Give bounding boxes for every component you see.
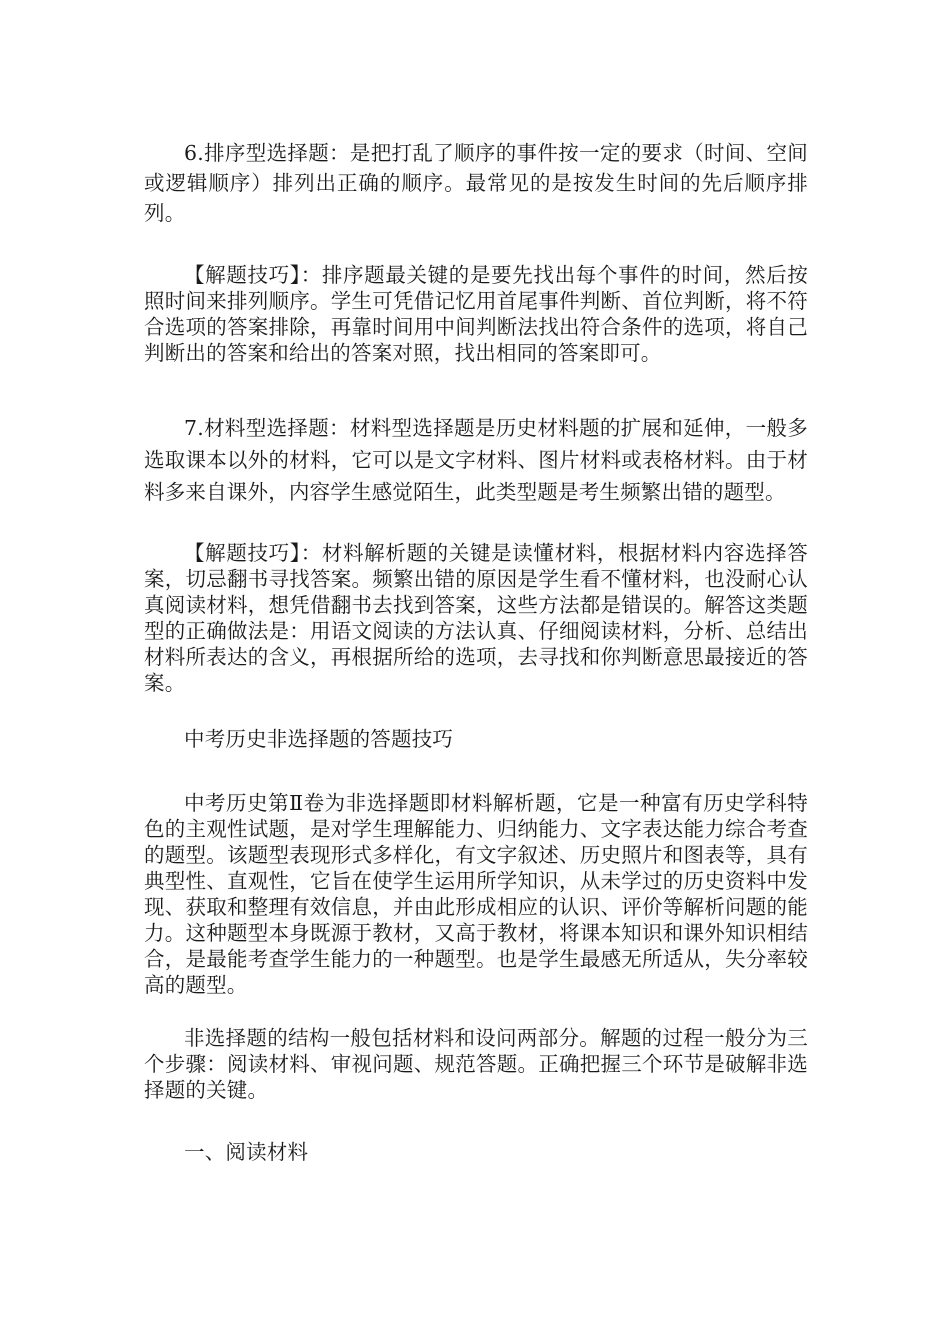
paragraph-material-tips: 【解题技巧】：材料解析题的关键是读懂材料，根据材料内容选择答案，切忌翻书寻找答案。频繁出错的原因是学生看不懂材料，也没耐心认真阅读材料，想凭借翻书去找到答案，这些方法都是错误的。解答这类题型的正确做法是：用语文阅读的方法认真、仔细阅读材料，分析、总结出材料所表达的含义，再根据所给的选项，去寻找和你判断意思最接近的答案。: [144, 541, 808, 695]
paragraph-sorting-tips: 【解题技巧】：排序题最关键的是要先找出每个事件的时间，然后按照时间来排列顺序。学生可凭借记忆用首尾事件判断、首位判断，将不符合选项的答案排除，再靠时间用中间判断法找出符合条件的选项，将自己判断出的答案和给出的答案对照，找出相同的答案即可。: [144, 263, 808, 365]
paragraph-sorting-question: 6.排序型选择题：是把打乱了顺序的事件按一定的要求（时间、空间或逻辑顺序）排列出正确的顺序。最常见的是按发生时间的先后顺序排列。: [144, 141, 808, 225]
paragraph-material-question: 7.材料型选择题：材料型选择题是历史材料题的扩展和延伸，一般多选取课本以外的材料，它可以是文字材料、图片材料或表格材料。由于材料多来自课外，内容学生感觉陌生，此类型题是考生频繁出错的题型。: [144, 416, 808, 504]
paragraph-non-choice-intro: 中考历史第Ⅱ卷为非选择题即材料解析题，它是一种富有历史学科特色的主观性试题，是对学生理解能力、归纳能力、文字表达能力综合考查的题型。该题型表现形式多样化，有文字叙述、历史照片和图表等，具有典型性、直观性，它旨在使学生运用所学知识，从未学过的历史资料中发现、获取和整理有效信息，并由此形成相应的认识、评价等解析问题的能力。这种题型本身既源于教材，又高于教材，将课本知识和课外知识相结合，是最能考查学生能力的一种题型。也是学生最感无所适从，失分率较高的题型。: [144, 791, 808, 997]
section-heading: 中考历史非选择题的答题技巧: [184, 727, 454, 751]
subheading-read-material: 一、阅读材料: [184, 1140, 309, 1164]
paragraph-non-choice-structure: 非选择题的结构一般包括材料和设问两部分。解题的过程一般分为三个步骤：阅读材料、审视问题、规范答题。正确把握三个环节是破解非选择题的关键。: [144, 1026, 808, 1102]
